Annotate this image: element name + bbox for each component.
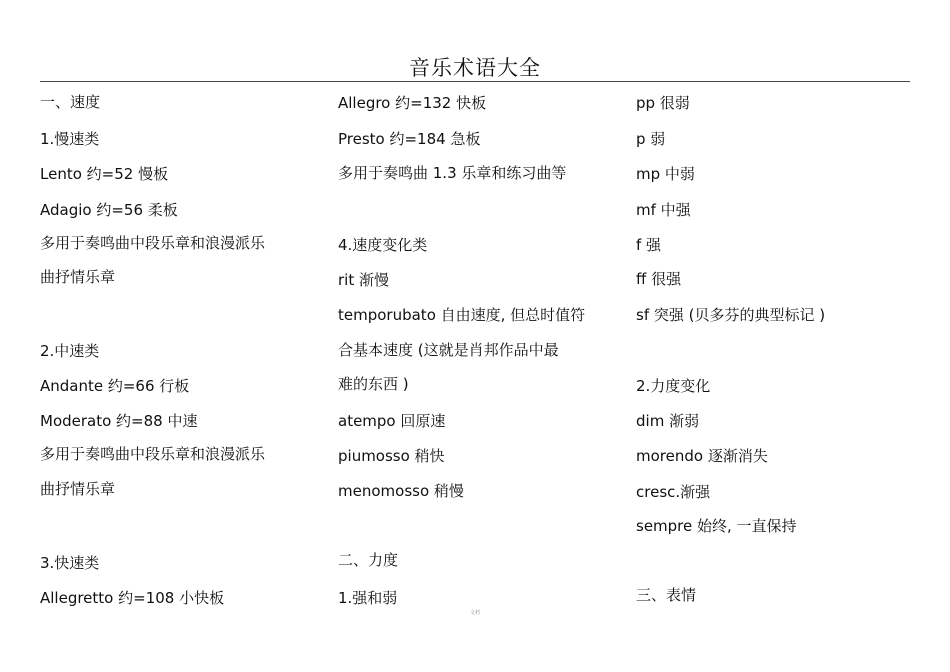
term-line: sempre 始终, 一直保持 bbox=[636, 517, 797, 535]
subheading-medium: 2.中速类 bbox=[40, 342, 100, 360]
term-line: Moderato 约=88 中速 bbox=[40, 412, 198, 430]
section-heading-dynamics: 二、力度 bbox=[338, 551, 399, 569]
note-line: 合基本速度 (这就是肖邦作品中最 bbox=[338, 341, 559, 359]
term-line: mp 中弱 bbox=[636, 165, 695, 183]
note-line: 曲抒情乐章 bbox=[40, 480, 116, 498]
term-line: Andante 约=66 行板 bbox=[40, 377, 190, 395]
term-line: pp 很弱 bbox=[636, 94, 690, 112]
term-line: piumosso 稍快 bbox=[338, 447, 445, 465]
term-line: p 弱 bbox=[636, 130, 666, 148]
term-line: ff 很强 bbox=[636, 270, 682, 288]
note-line: 曲抒情乐章 bbox=[40, 268, 116, 286]
term-line: rit 渐慢 bbox=[338, 271, 389, 289]
subheading-tempo-change: 4.速度变化类 bbox=[338, 236, 428, 254]
subheading-slow: 1.慢速类 bbox=[40, 130, 100, 148]
term-line: morendo 逐渐消失 bbox=[636, 447, 768, 465]
term-line: mf 中强 bbox=[636, 201, 691, 219]
term-line: f 强 bbox=[636, 236, 662, 254]
term-line: sf 突强 (贝多芬的典型标记 ) bbox=[636, 306, 826, 324]
subheading-dynamic-change: 2.力度变化 bbox=[636, 377, 711, 395]
page-footer: 文档 bbox=[469, 610, 480, 616]
subheading-loud-soft: 1.强和弱 bbox=[338, 589, 398, 607]
term-line: Adagio 约=56 柔板 bbox=[40, 201, 178, 219]
term-line: Presto 约=184 急板 bbox=[338, 130, 481, 148]
term-line: atempo 回原速 bbox=[338, 412, 446, 430]
term-line: Lento 约=52 慢板 bbox=[40, 165, 169, 183]
section-heading-expression: 三、表情 bbox=[636, 586, 697, 604]
title-divider bbox=[40, 81, 910, 82]
term-line: cresc.渐强 bbox=[636, 483, 711, 501]
note-line: 难的东西 ) bbox=[338, 375, 409, 393]
term-line: Allegretto 约=108 小快板 bbox=[40, 589, 225, 607]
note-line: 多用于奏鸣曲 1.3 乐章和练习曲等 bbox=[338, 164, 567, 182]
note-line: 多用于奏鸣曲中段乐章和浪漫派乐 bbox=[40, 234, 266, 252]
term-line: dim 渐弱 bbox=[636, 412, 700, 430]
subheading-fast: 3.快速类 bbox=[40, 554, 100, 572]
term-line: temporubato 自由速度, 但总时值符 bbox=[338, 306, 586, 324]
note-line: 多用于奏鸣曲中段乐章和浪漫派乐 bbox=[40, 445, 266, 463]
section-heading-tempo: 一、速度 bbox=[40, 93, 101, 111]
term-line: Allegro 约=132 快板 bbox=[338, 94, 487, 112]
page-title: 音乐术语大全 bbox=[409, 56, 541, 80]
term-line: menomosso 稍慢 bbox=[338, 482, 464, 500]
